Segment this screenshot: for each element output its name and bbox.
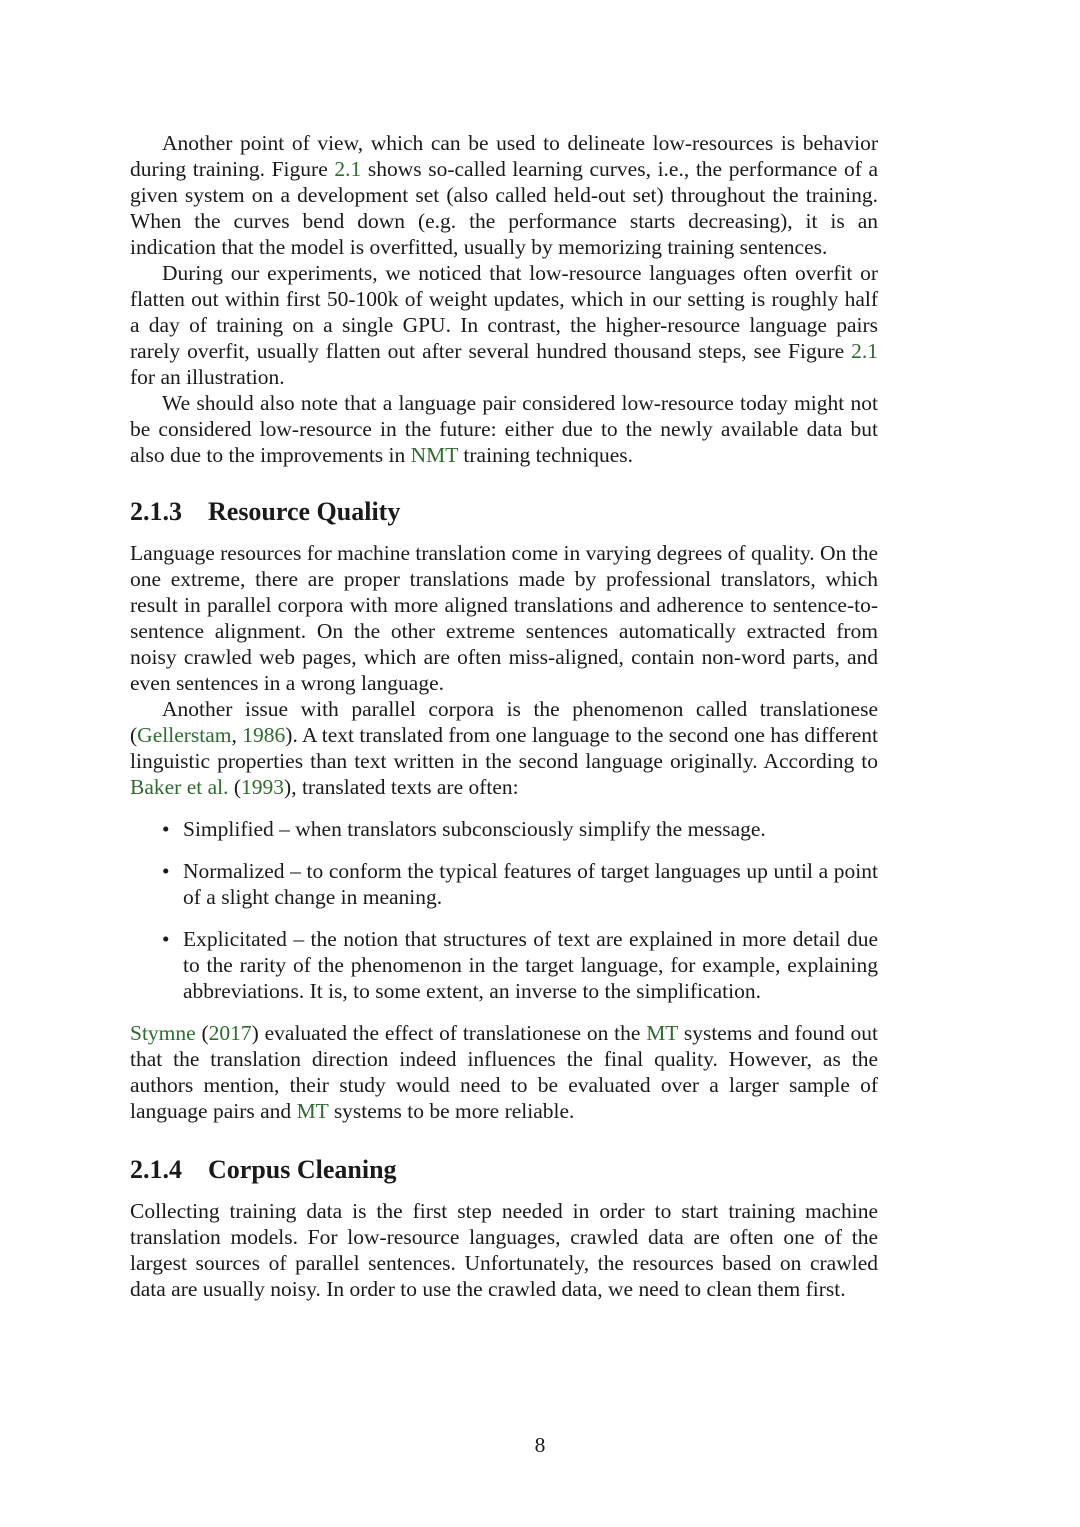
section-heading-resource-quality (130, 496, 878, 528)
text-run: training techniques. (458, 443, 633, 467)
section-title: Corpus Cleaning (208, 1155, 397, 1184)
citation-link-stymne[interactable]: Stymne (130, 1021, 196, 1045)
acronym-link-mt[interactable]: MT (296, 1099, 329, 1123)
paragraph-translationese (130, 696, 878, 800)
section-number: 2.1.3 (130, 497, 182, 526)
text-run: systems to be more reliable. (328, 1099, 575, 1123)
bullet-icon: • (162, 859, 170, 883)
page-content (130, 130, 878, 1302)
paragraph-stymne (130, 1020, 878, 1124)
text-run: for an illustration. (130, 365, 285, 389)
text-run: ), translated texts are often: (284, 775, 519, 799)
citation-link-gellerstam[interactable]: Gellerstam (137, 723, 232, 747)
paragraph-corpus-cleaning: Collecting training data is the first step needed in order to start training machine translation models. For low-resource languages, crawled data are often one of the largest sources of parallel sentences. Unfortunately, the resources based on crawled data are usually noisy. In order to use the crawled data, we need to clean them first. (130, 1199, 878, 1301)
citation-year-link[interactable]: 2017 (208, 1021, 252, 1045)
text-run: systems and found out that the translation direction indeed influences the final quality. However, as the authors mention, their study would need to be evaluated over a larger sample of language pairs and (130, 1021, 878, 1123)
section-heading-corpus-cleaning (130, 1154, 878, 1186)
paragraph-resource-quality: Language resources for machine translation come in varying degrees of quality. On the one extreme, there are proper translations made by professional translators, which result in parallel corpora with more aligned translations and adherence to sentence-to-sentence alignment. On the other extreme sentences automatically extracted from noisy crawled web pages, which are often miss-aligned, contain non-word parts, and even sentences in a wrong language. (130, 541, 878, 695)
text-run: ). A text translated from one language to the second one has different linguistic properties than text written in the second language originally. According to (130, 723, 878, 773)
text-run: , (231, 723, 243, 747)
text-run: ( (228, 775, 242, 799)
acronym-link-mt[interactable]: MT (646, 1021, 679, 1045)
list-item-text: Simplified – when translators subconsciously simplify the message. (183, 817, 766, 841)
paragraph-learning-curves (130, 130, 878, 260)
text-run: shows so-called learning curves, i.e., the performance of a given system on a development set (also called held-out set) throughout the training. When the curves bend down (e.g. the performance starts decreasing), it is an indication that the model is overfitted, usually by memorizing training sentences. (130, 157, 879, 259)
list-item-text: Normalized – to conform the typical features of target languages up until a point of a slight change in meaning. (183, 859, 878, 909)
bullet-icon: • (162, 817, 170, 841)
paragraph-experiments (130, 260, 878, 390)
citation-year-link[interactable]: 1993 (241, 775, 285, 799)
paragraph-future-low-resource (130, 390, 878, 468)
section-number: 2.1.4 (130, 1155, 182, 1184)
citation-year-link[interactable]: 1986 (242, 723, 286, 747)
page-number: 8 (534, 1433, 546, 1457)
text-run: ( (195, 1021, 209, 1045)
text-run: Another point of view, which can be used to delineate low-resources is behavior during training. Figure (130, 131, 878, 181)
bullet-icon: • (162, 927, 170, 951)
figure-ref-link[interactable]: 2.1 (851, 339, 878, 363)
acronym-link-nmt[interactable]: NMT (410, 443, 459, 467)
text-run: We should also note that a language pair considered low-resource today might not be considered low-resource in the future: either due to the newly available data but also due to the improvements in (130, 391, 878, 467)
text-run: During our experiments, we noticed that low-resource languages often overfit or flatten out within first 50-100k of weight updates, which in our setting is roughly half a day of training on a single GPU. In contrast, the higher-resource language pairs rarely overfit, usually flatten out after several hundred thousand steps, see Figure (130, 261, 878, 363)
citation-link-baker[interactable]: Baker et al. (130, 775, 229, 799)
text-run: ) evaluated the effect of translationese on the (251, 1021, 647, 1045)
list-item-text: Explicitated – the notion that structures of text are explained in more detail due to the rarity of the phenomenon in the target language, for example, explaining abbreviations. It is, to some extent, an inverse to the simplification. (183, 927, 878, 1003)
list-item (130, 816, 878, 842)
translationese-properties-list (130, 816, 878, 1004)
section-title: Resource Quality (208, 497, 401, 526)
list-item (130, 858, 878, 910)
text-run: Another issue with parallel corpora is the phenomenon called translationese ( (130, 697, 878, 747)
list-item (130, 926, 878, 1004)
figure-ref-link[interactable]: 2.1 (334, 157, 362, 181)
